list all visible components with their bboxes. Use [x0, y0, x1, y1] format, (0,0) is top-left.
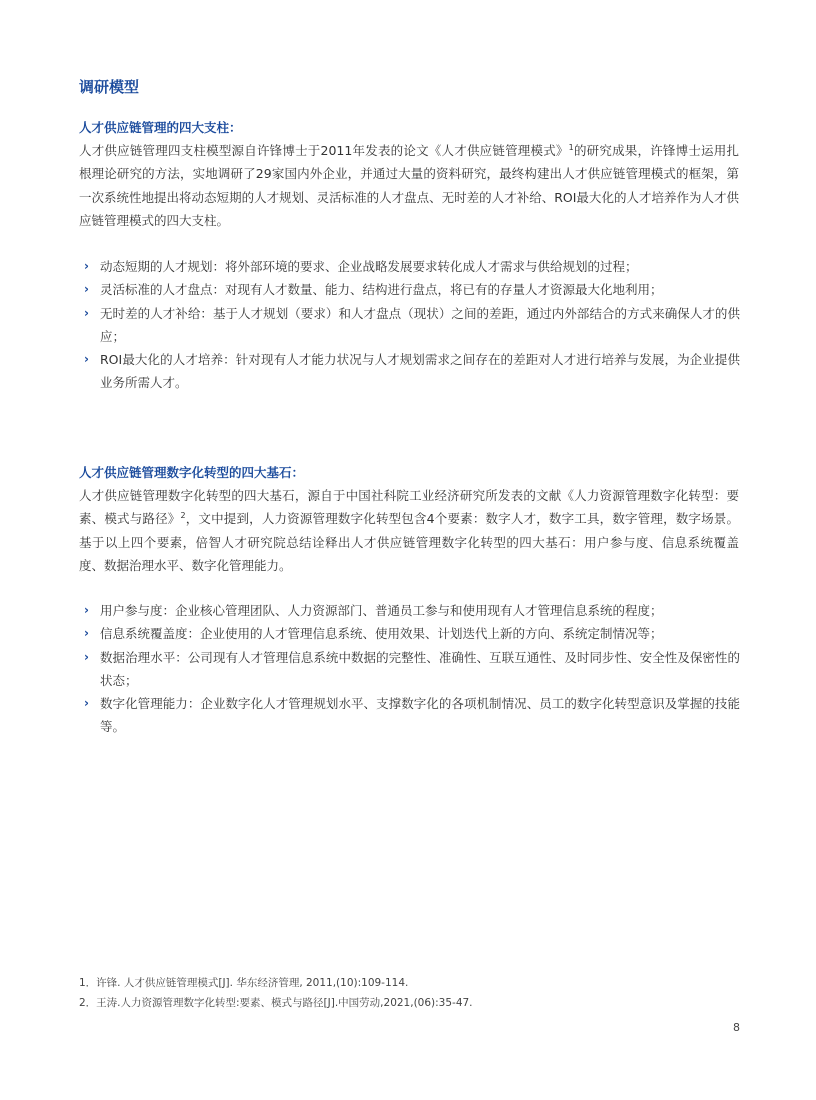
section1-bullet-list [84, 255, 740, 395]
list-item-text: 数据治理水平：公司现有人才管理信息系统中数据的完整性、准确性、互联互通性、及时同步性、安全性及保密性的状态； [100, 649, 740, 688]
list-item [84, 278, 740, 301]
section2-intro [79, 484, 739, 577]
section2-intro-text-a: 人才供应链管理数字化转型的四大基石，源自于中国社科院工业经济研究所发表的文献《人力资源管理数字化转型：要素、模式与路径》 [79, 488, 739, 527]
chevron-right-icon: › [84, 603, 89, 617]
footnote-2: 2．王涛.人力资源管理数字化转型:要素、模式与路径[J].中国劳动,2021,(06):35-47. [79, 997, 473, 1009]
list-item-text: ROI最大化的人才培养：针对现有人才能力状况与人才规划需求之间存在的差距对人才进行培养与发展，为企业提供业务所需人才。 [100, 352, 740, 391]
section2-bullet-list [84, 599, 740, 739]
list-item [84, 599, 740, 622]
section-title: 调研模型 [79, 78, 140, 96]
list-item-text: 信息系统覆盖度：企业使用的人才管理信息系统、使用效果、计划迭代上新的方向、系统定制情况等； [100, 626, 663, 642]
list-item [84, 622, 740, 645]
section1-heading: 人才供应链管理的四大支柱： [79, 120, 242, 135]
section1-intro-text-b: 的研究成果，许锋博士运用扎根理论研究的方法，实地调研了29家国内外企业，并通过大量的资料研究，最终构建出人才供应链管理模式的框架，第一次系统性地提出将动态短期的人才规划、灵活标准的人才盘点、无时差的人才补给、ROI最大化的人才培养作为人才供应链管理模式的四大支柱。 [79, 143, 739, 228]
list-item [84, 302, 740, 349]
chevron-right-icon: › [84, 259, 89, 273]
chevron-right-icon: › [84, 282, 89, 297]
list-item [84, 348, 740, 395]
chevron-right-icon: › [84, 649, 89, 664]
list-item [84, 692, 740, 739]
section1-intro [79, 139, 739, 232]
footnote-1: 1．许锋. 人才供应链管理模式[J]. 华东经济管理, 2011,(10):109-114. [79, 977, 409, 989]
list-item [84, 646, 740, 693]
chevron-right-icon: › [84, 626, 89, 641]
list-item [84, 255, 740, 278]
list-item-text: 数字化管理能力：企业数字化人才管理规划水平、支撑数字化的各项机制情况、员工的数字化转型意识及掌握的技能等。 [100, 696, 740, 735]
footnote-ref-2[interactable]: 2 [180, 511, 186, 521]
footnotes [79, 973, 473, 1013]
footnote-ref-1[interactable]: 1 [568, 142, 574, 152]
section2-heading: 人才供应链管理数字化转型的四大基石： [79, 465, 305, 480]
chevron-right-icon: › [84, 696, 89, 711]
page-number: 8 [733, 1021, 740, 1034]
chevron-right-icon: › [84, 305, 89, 320]
chevron-right-icon: › [84, 352, 89, 367]
list-item-text: 用户参与度：企业核心管理团队、人力资源部门、普通员工参与和使用现有人才管理信息系统的程度； [100, 603, 663, 618]
list-item-text: 无时差的人才补给：基于人才规划（要求）和人才盘点（现状）之间的差距，通过内外部结合的方式来确保人才的供应； [100, 305, 740, 344]
list-item-text: 动态短期的人才规划：将外部环境的要求、企业战略发展要求转化成人才需求与供给规划的过程； [100, 259, 638, 274]
list-item-text: 灵活标准的人才盘点：对现有人才数量、能力、结构进行盘点，将已有的存量人才资源最大化地利用； [100, 282, 663, 298]
section1-intro-text-a: 人才供应链管理四支柱模型源自许锋博士于2011年发表的论文《人才供应链管理模式》 [79, 143, 569, 158]
section2-intro-text-b: ，文中提到，人力资源管理数字化转型包含4个要素：数字人才，数字工具，数字管理，数字场景。基于以上四个要素，倍智人才研究院总结诠释出人才供应链管理数字化转型的四大基石：用户参与度、信息系统覆盖度、数据治理水平、数字化管理能力。 [79, 511, 739, 573]
